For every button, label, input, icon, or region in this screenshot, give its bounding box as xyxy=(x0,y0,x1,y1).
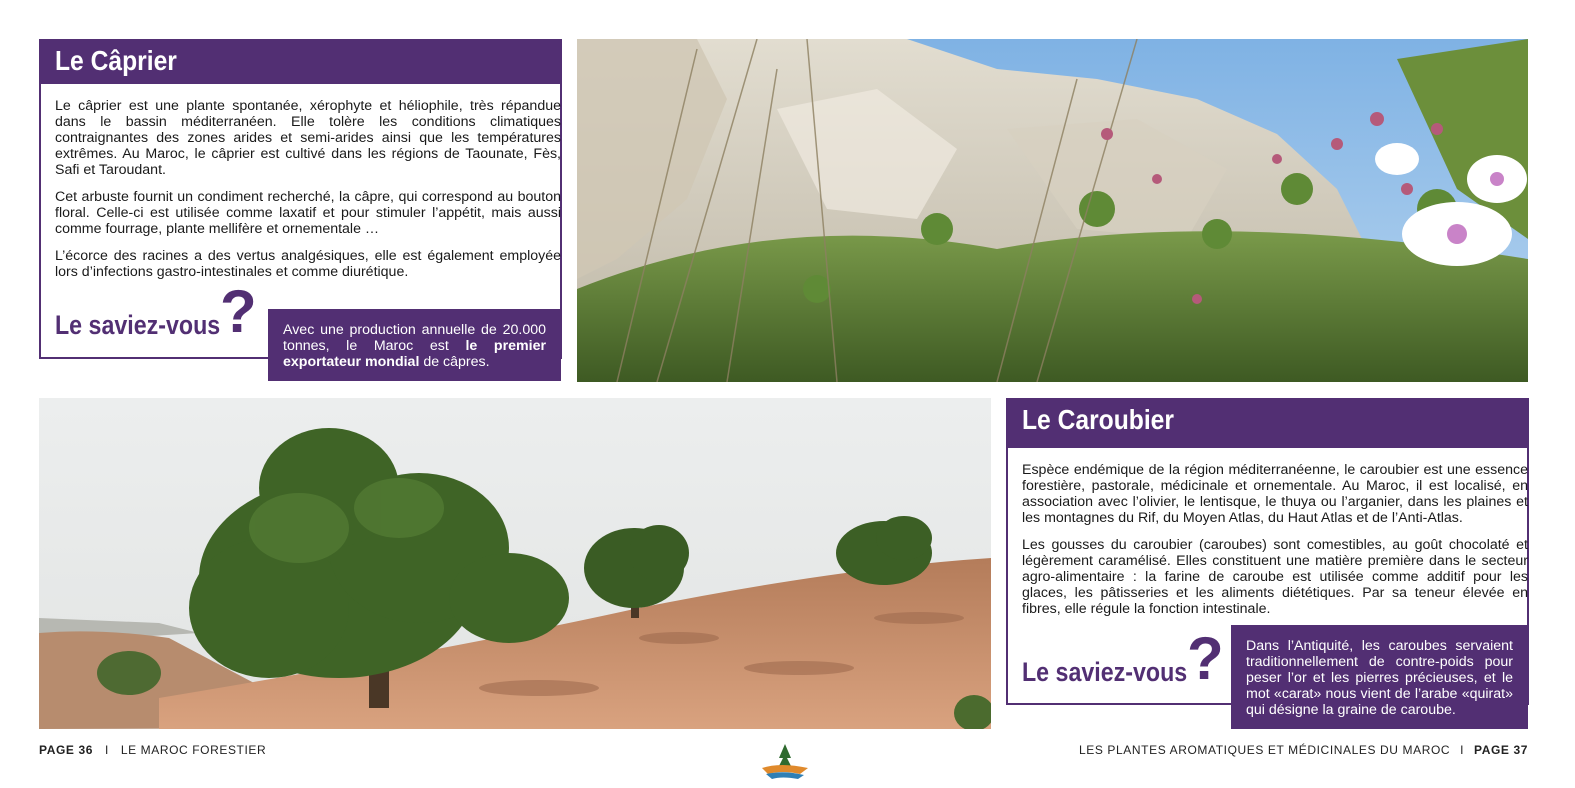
caprier-fact-bold: le premier exportateur mondial xyxy=(283,338,546,370)
caroubier-title-bar xyxy=(1006,398,1529,448)
right-page-number: PAGE 37 xyxy=(1474,743,1528,757)
caroubier-fact-box xyxy=(1231,625,1528,729)
carob-trees-photo xyxy=(39,398,991,729)
right-footer xyxy=(1079,743,1528,757)
left-footer xyxy=(39,743,266,757)
caprier-fact-before: Avec une production annuelle de 20.000 tonnes, le Maroc est xyxy=(283,322,546,354)
right-footer-title: LES PLANTES AROMATIQUES ET MÉDICINALES DU MAROC xyxy=(1079,743,1451,757)
caper-flowers-photo xyxy=(577,39,1528,382)
caprier-saviez-heading xyxy=(55,278,265,350)
right-footer-separator: I xyxy=(1460,743,1465,757)
left-footer-title: LE MAROC FORESTIER xyxy=(120,743,267,757)
caroubier-question-mark: ? xyxy=(1187,625,1224,692)
left-page-number: PAGE 36 xyxy=(39,743,93,757)
caroubier-saviez-label: Le saviez-vous xyxy=(1022,657,1188,687)
caroubier-saviez-heading xyxy=(1022,625,1232,697)
left-footer-separator: I xyxy=(104,743,109,757)
caprier-title: Le Câprier xyxy=(55,45,177,76)
caroubier-paragraph-2: Les gousses du caroubier (caroubes) sont comestibles, au goût chocolaté et légèrement caramélisé. Elles constituent une matière première dans le secteur agro-alimentaire : la farine de caroube est utilisée comme additif pour les glaces, les pâtisseries et les aliments diététiques. Par sa teneur élevée en fibres, elle régule la fonction intestinale. xyxy=(1022,537,1528,617)
caprier-fact-box xyxy=(268,309,561,381)
caroubier-paragraph-1: Espèce endémique de la région méditerranéenne, le caroubier est une essence forestière, pastorale, médicinale et ornementale. Au Maroc, il est localisé, en association avec l’olivier, le lentisque, le thuya ou l’arganier, dans les plaines et les montagnes du Rif, du Moyen Atlas, du Haut Atlas et de l’Anti-Atlas. xyxy=(1022,462,1528,526)
caprier-fact-after: de câpres. xyxy=(419,354,490,370)
caroubier-text xyxy=(1022,462,1528,628)
caprier-paragraph-3: L’écorce des racines a des vertus analgésiques, elle est également employée lors d’infections gastro-intestinales et comme diurétique. xyxy=(55,248,561,280)
caroubier-fact: Dans l’Antiquité, les caroubes servaient traditionnellement de contre-poids pour peser l’or et les pierres précieuses, et le mot «carat» nous vient de l’arabe «quirat» qui désigne la graine de caroube. xyxy=(1246,638,1513,718)
caroubier-title: Le Caroubier xyxy=(1022,404,1174,435)
caprier-paragraph-1: Le câprier est une plante spontanée, xérophyte et héliophile, très répandue dans le bassin méditerranéen. Elle tolère les conditions climatiques contraignantes des zones arides et semi-arides ainsi que les températures extrêmes. Au Maroc, le câprier est cultivé dans les régions de Taounate, Fès, Safi et Taroudant. xyxy=(55,98,561,178)
caprier-text xyxy=(55,98,561,291)
caprier-title-bar xyxy=(39,39,562,84)
forest-logo-icon xyxy=(760,744,810,780)
caprier-saviez-label: Le saviez-vous xyxy=(55,310,221,340)
caprier-question-mark: ? xyxy=(220,278,257,345)
caprier-paragraph-2: Cet arbuste fournit un condiment recherché, la câpre, qui correspond au bouton floral. Celle-ci est utilisée comme laxatif et pour stimuler l’appétit, mais aussi comme fourrage, plante mellifère et ornementale … xyxy=(55,189,561,237)
